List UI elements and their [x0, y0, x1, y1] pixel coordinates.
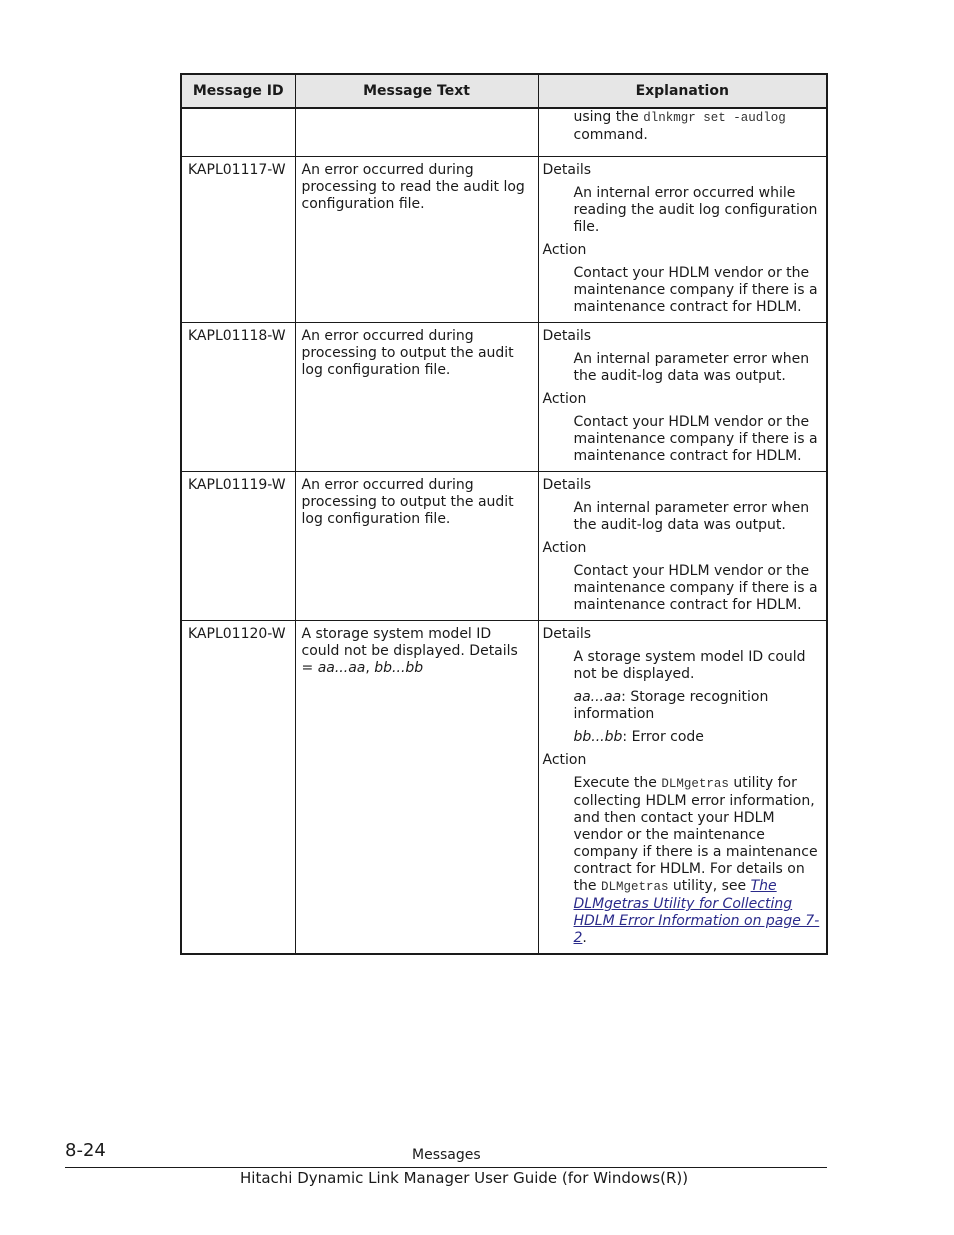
- header-message-text: Message Text: [295, 74, 538, 108]
- var-aa-description: aa...aa: Storage recognition information: [573, 689, 769, 722]
- dlmgetras-code: DLMgetras: [600, 880, 669, 894]
- header-message-id: Message ID: [181, 74, 295, 108]
- cell-explanation-continued: [538, 108, 827, 157]
- var-aa: aa...aa: [317, 660, 366, 676]
- details-text: An internal parameter error when the audit-log data was output.: [573, 351, 810, 384]
- details-label: Details: [542, 328, 592, 344]
- header-explanation: Explanation: [538, 74, 827, 108]
- message-id: KAPL01117-W: [181, 157, 295, 323]
- action-label: Action: [542, 391, 587, 407]
- message-text: A storage system model ID could not be displayed. Details = aa...aa, bb...bb: [295, 621, 538, 955]
- explanation: [538, 323, 827, 472]
- dlmgetras-code: DLMgetras: [661, 777, 729, 791]
- details-text: A storage system model ID could not be displayed.: [573, 649, 806, 682]
- details-text: An internal parameter error when the audit-log data was output.: [573, 500, 810, 533]
- table-header-row: [181, 74, 827, 108]
- continued-text: using the dlnkmgr set -audlog command.: [573, 109, 786, 143]
- footer-section-name: Messages: [412, 1147, 481, 1163]
- message-text: An error occurred during processing to read the audit log configuration file.: [295, 157, 538, 323]
- message-text: An error occurred during processing to output the audit log configuration file.: [295, 323, 538, 472]
- messages-table: [180, 73, 828, 955]
- explanation: [538, 621, 827, 955]
- audlog-command: dlnkmgr set -audlog: [643, 111, 786, 125]
- details-label: Details: [542, 477, 592, 493]
- explanation: [538, 472, 827, 621]
- action-label: Action: [542, 242, 587, 258]
- action-text: Contact your HDLM vendor or the maintenance company if there is a maintenance contract for HDLM.: [573, 265, 818, 315]
- action-text: Execute the DLMgetras utility for collecting HDLM error information, and then contact your HDLM vendor or the maintenance company if there is a maintenance contract for HDLM. For details on the DLMgetras utility, see The DLMgetras Utility for Collecting HDLM Error Information on page 7-2.: [573, 775, 820, 946]
- action-text: Contact your HDLM vendor or the maintenance company if there is a maintenance contract for HDLM.: [573, 414, 818, 464]
- dlmgetras-reference-link[interactable]: The DLMgetras Utility for Collecting HDLM Error Information on page 7-2: [573, 878, 820, 946]
- var-bb-description: bb...bb: Error code: [573, 729, 704, 745]
- message-id: KAPL01120-W: [181, 621, 295, 955]
- message-text: An error occurred during processing to output the audit log configuration file.: [295, 472, 538, 621]
- var-bb: bb...bb: [374, 660, 424, 676]
- explanation: [538, 157, 827, 323]
- table-row-continued: [181, 108, 827, 157]
- message-id: KAPL01118-W: [181, 323, 295, 472]
- action-text: Contact your HDLM vendor or the maintenance company if there is a maintenance contract for HDLM.: [573, 563, 818, 613]
- footer-document-title: Hitachi Dynamic Link Manager User Guide (for Windows(R)): [240, 1169, 689, 1187]
- details-text: An internal error occurred while reading the audit log configuration file.: [573, 185, 818, 235]
- action-label: Action: [542, 540, 587, 556]
- details-label: Details: [542, 162, 592, 178]
- table-row: [181, 323, 827, 472]
- cell-id-empty: [181, 108, 295, 157]
- cell-text-empty: [295, 108, 538, 157]
- table-row: [181, 157, 827, 323]
- page-number: 8-24: [65, 1140, 106, 1161]
- table-row: [181, 621, 827, 955]
- details-label: Details: [542, 626, 592, 642]
- action-label: Action: [542, 752, 587, 768]
- table-row: [181, 472, 827, 621]
- footer-divider: [65, 1167, 827, 1168]
- message-id: KAPL01119-W: [181, 472, 295, 621]
